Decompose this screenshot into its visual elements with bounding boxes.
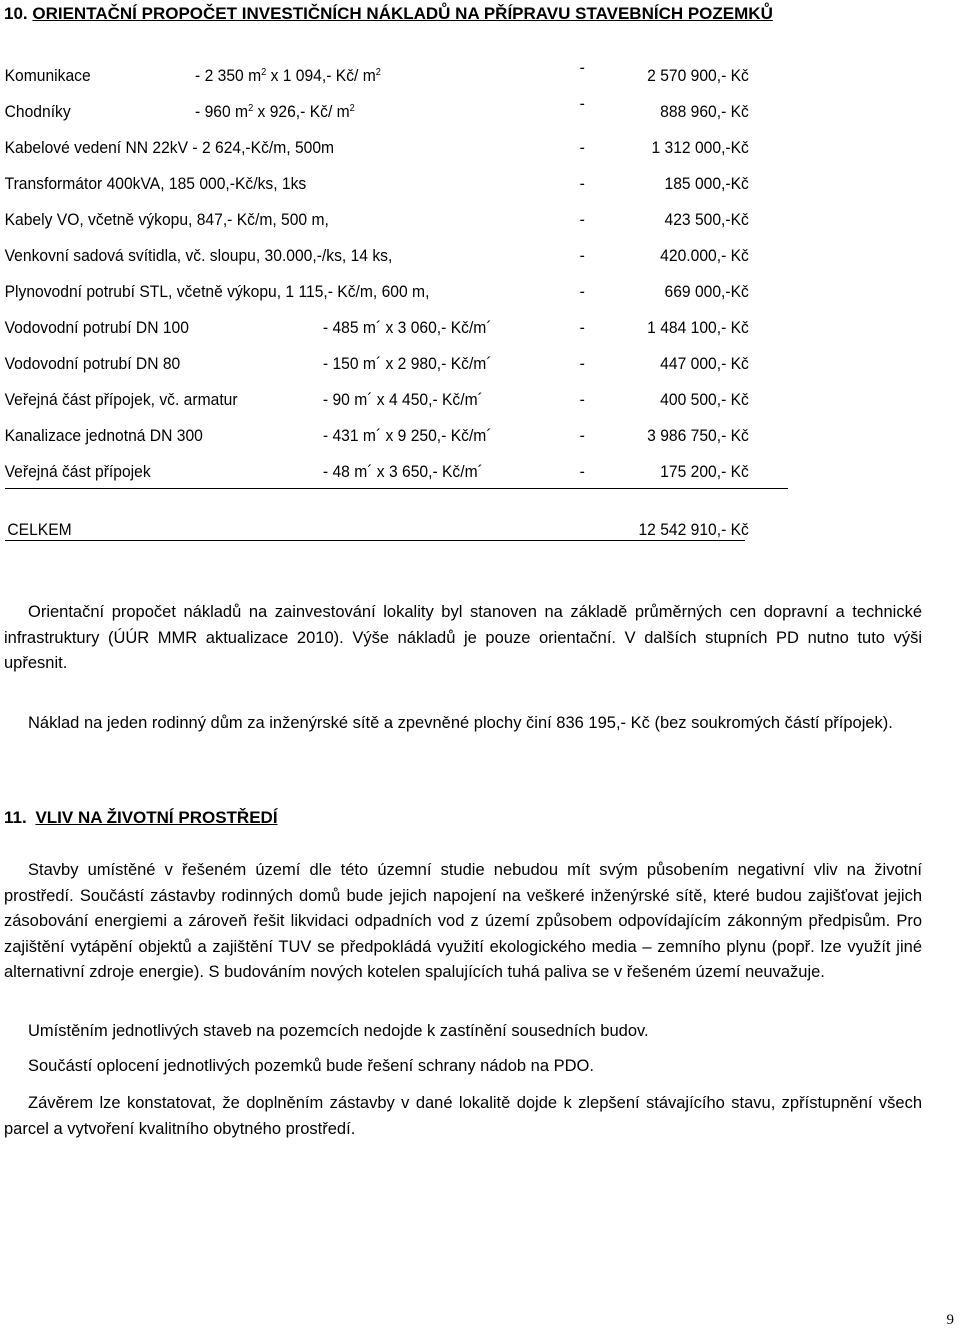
cost-label: Kanalizace jednotná DN 300 [4,426,203,445]
section-11-number: 11. [4,808,27,827]
cost-dash: - [579,174,585,193]
cost-amount: 3 986 750,- Kč [647,426,749,445]
cost-label: Komunikace [4,66,91,85]
cost-calc: - 90 m´ x 4 450,- Kč/m´ [322,390,483,409]
cost-calc: - 150 m´ x 2 980,- Kč/m´ [322,354,492,373]
cost-calc: - 431 m´ x 9 250,- Kč/m´ [322,426,492,445]
cost-amount: 423 500,-Kč [664,210,749,229]
cost-label: Kabelové vedení NN 22kV - 2 624,-Kč/m, 500m [4,138,335,157]
cost-row [0,424,883,448]
cost-amount: 888 960,- Kč [660,102,749,121]
section-10-number: 10. [4,4,28,23]
cost-dash: - [579,390,585,409]
cost-amount: 447 000,- Kč [660,354,749,373]
cost-dash: - [579,318,585,337]
cost-label: Transformátor 400kVA, 185 000,-Kč/ks, 1ks [4,174,307,193]
cost-row [0,388,883,412]
cost-dash: - [579,462,585,481]
cost-row [0,136,883,160]
section-10-heading [4,4,773,24]
cost-label: Chodníky [4,102,71,121]
cost-calc: - 48 m´ x 3 650,- Kč/m´ [322,462,483,481]
cost-label: Vodovodní potrubí DN 100 [4,318,189,337]
cost-amount: 1 484 100,- Kč [647,318,749,337]
cost-label: Kabely VO, včetně výkopu, 847,- Kč/m, 500 m, [4,210,329,229]
section-11-title: VLIV NA ŽIVOTNÍ PROSTŘEDÍ [35,808,278,827]
cost-row [0,58,883,88]
cost-calc: - 485 m´ x 3 060,- Kč/m´ [322,318,492,337]
cost-dash: - [579,210,585,229]
cost-row [0,208,883,232]
total-amount: 12 542 910,- Kč [638,520,749,539]
cost-label: Plynovodní potrubí STL, včetně výkopu, 1 115,- Kč/m, 600 m, [4,282,430,301]
page-number: 9 [946,1312,954,1328]
cost-dash: - [579,354,585,373]
cost-dash: - [579,426,585,445]
paragraph-cost-note: Orientační propočet nákladů na zainvestování lokality byl stanoven na základě průměrných cen dopravní a technické infrastruktury (ÚÚR MMR aktualizace 2010). Výše nákladů je pouze orientační. V dalších stupních PD nutno tuto výši upřesnit. [4,603,922,672]
paragraph-fencing: Součástí oplocení jednotlivých pozemků bude řešení schrany nádob na PDO. [28,1057,594,1075]
cost-dash: - [579,138,585,157]
cost-amount: 175 200,- Kč [660,462,749,481]
sum-divider [5,488,788,489]
cost-row [0,280,883,304]
cost-amount: 420.000,- Kč [660,246,749,265]
cost-amount: 185 000,-Kč [664,174,749,193]
cost-row [0,244,883,268]
section-10-title: ORIENTAČNÍ PROPOČET INVESTIČNÍCH NÁKLADŮ NA PŘÍPRAVU STAVEBNÍCH POZEMKŮ [32,4,773,23]
total-row [0,518,883,542]
section-11-heading [4,808,278,828]
cost-amount: 2 570 900,- Kč [647,66,749,85]
paragraph-shading: Umístěním jednotlivých staveb na pozemcích nedojde k zastínění sousedních budov. [28,1022,649,1040]
cost-row [0,94,883,124]
cost-amount: 400 500,- Kč [660,390,749,409]
cost-amount: 669 000,-Kč [664,282,749,301]
cost-row [0,460,883,484]
paragraph-conclusion: Závěrem lze konstatovat, že doplněním zástavby v dané lokalitě dojde k zlepšení stávajícího stavu, zpřístupnění všech parcel a vytvoření kvalitního obytného prostředí. [4,1094,922,1138]
cost-label: Venkovní sadová svítidla, vč. sloupu, 30.000,-/ks, 14 ks, [4,246,393,265]
cost-amount: 1 312 000,-Kč [651,138,749,157]
cost-calc: - 960 $m^2$ x 926,- Kč/ $m^2$ [195,102,355,121]
cost-dash: - [579,246,585,265]
cost-label: Veřejná část přípojek [4,462,151,481]
cost-dash: - [579,58,585,77]
cost-row [0,172,883,196]
cost-row [0,352,883,376]
paragraph-house-cost: Náklad na jeden rodinný dům za inženýrské sítě a zpevněné plochy činí 836 195,- Kč (bez soukromých částí přípojek). [28,714,893,732]
cost-row [0,316,883,340]
cost-label: Vodovodní potrubí DN 80 [4,354,181,373]
cost-dash: - [579,94,585,113]
paragraph-environment: Stavby umístěné v řešeném území dle této územní studie nebudou mít svým působením negativní vliv na životní prostředí. Součástí zástavby rodinných domů bude jejich napojení na veškeré inženýrské sítě, které budou zajišťovat jejich zásobování energiemi a zároveň řešit likvidaci odpadních vod z území způsobem odpovídajícím zákonným předpisům. Pro zajištění vytápění objektů a zajištění TUV se předpokládá využití ekologického media – zemního plynu (popř. lze využít jiné alternativní zdroje energie). S budováním nových kotelen spalujících tuhá paliva se v řešeném území neuvažuje. [4,861,922,981]
cost-label: Veřejná část přípojek, vč. armatur [4,390,238,409]
total-label: CELKEM [7,520,72,539]
total-underline [5,540,745,541]
cost-dash: - [579,282,585,301]
cost-calc: - 2 350 $m^2$ x 1 094,- Kč/ $m^2$ [195,66,381,85]
